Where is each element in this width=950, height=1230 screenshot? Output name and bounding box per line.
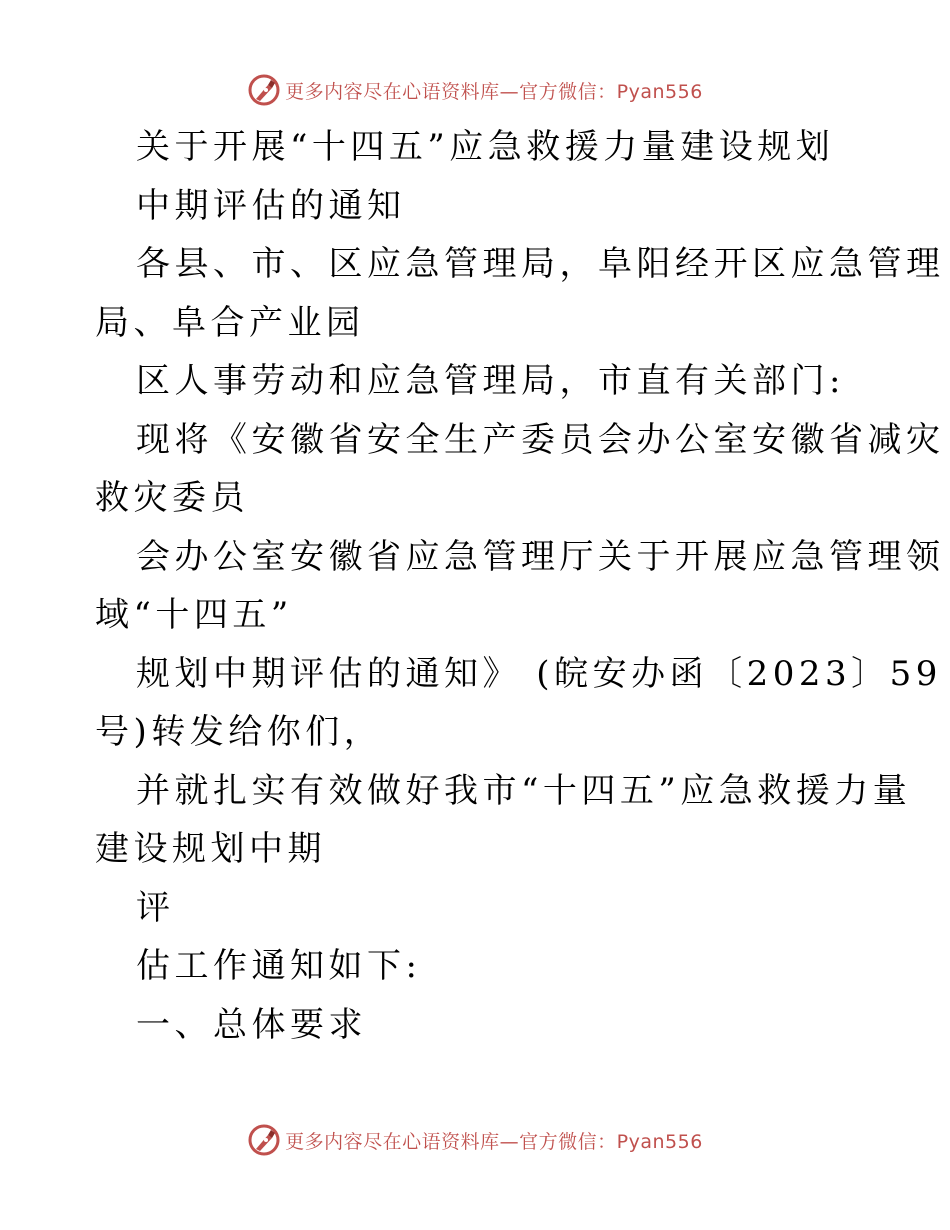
text-line: 域“十四五” [95, 595, 293, 635]
text-line: 规划中期评估的通知》 (皖安办函〔2023〕59 [136, 653, 942, 694]
text-line: 一、总体要求 [136, 1004, 367, 1045]
document-body [95, 118, 945, 1054]
text-line: 估工作通知如下: [136, 946, 422, 986]
text-line: 号)转发给你们， [95, 712, 383, 752]
pen-logo-icon [247, 73, 281, 107]
text-line: 建设规划中期 [95, 829, 326, 869]
text-line: 局、阜合产业园 [95, 302, 365, 343]
text-line: 中期评估的通知 [136, 185, 406, 226]
text-line: 救灾委员 [95, 478, 249, 518]
text-line: 现将《安徽省安全生产委员会办公室安徽省减灾 [136, 419, 945, 460]
text-line: 各县、市、区应急管理局，阜阳经开区应急管理 [136, 244, 945, 284]
text-line: 关于开展“十四五”应急救援力量建设规划 [136, 127, 835, 167]
text-line: 会办公室安徽省应急管理厅关于开展应急管理领 [136, 536, 945, 577]
watermark-footer [0, 1120, 950, 1160]
watermark-text: 更多内容尽在心语资料库—官方微信：Pyan556 [285, 80, 703, 103]
text-line: 评 [136, 887, 175, 928]
pen-logo-icon [247, 1123, 281, 1157]
watermark-text: 更多内容尽在心语资料库—官方微信：Pyan556 [285, 1130, 703, 1153]
text-line: 并就扎实有效做好我市“十四五”应急救援力量 [136, 770, 912, 811]
watermark-header [0, 70, 950, 110]
text-line: 区人事劳动和应急管理局，市直有关部门: [136, 361, 845, 401]
